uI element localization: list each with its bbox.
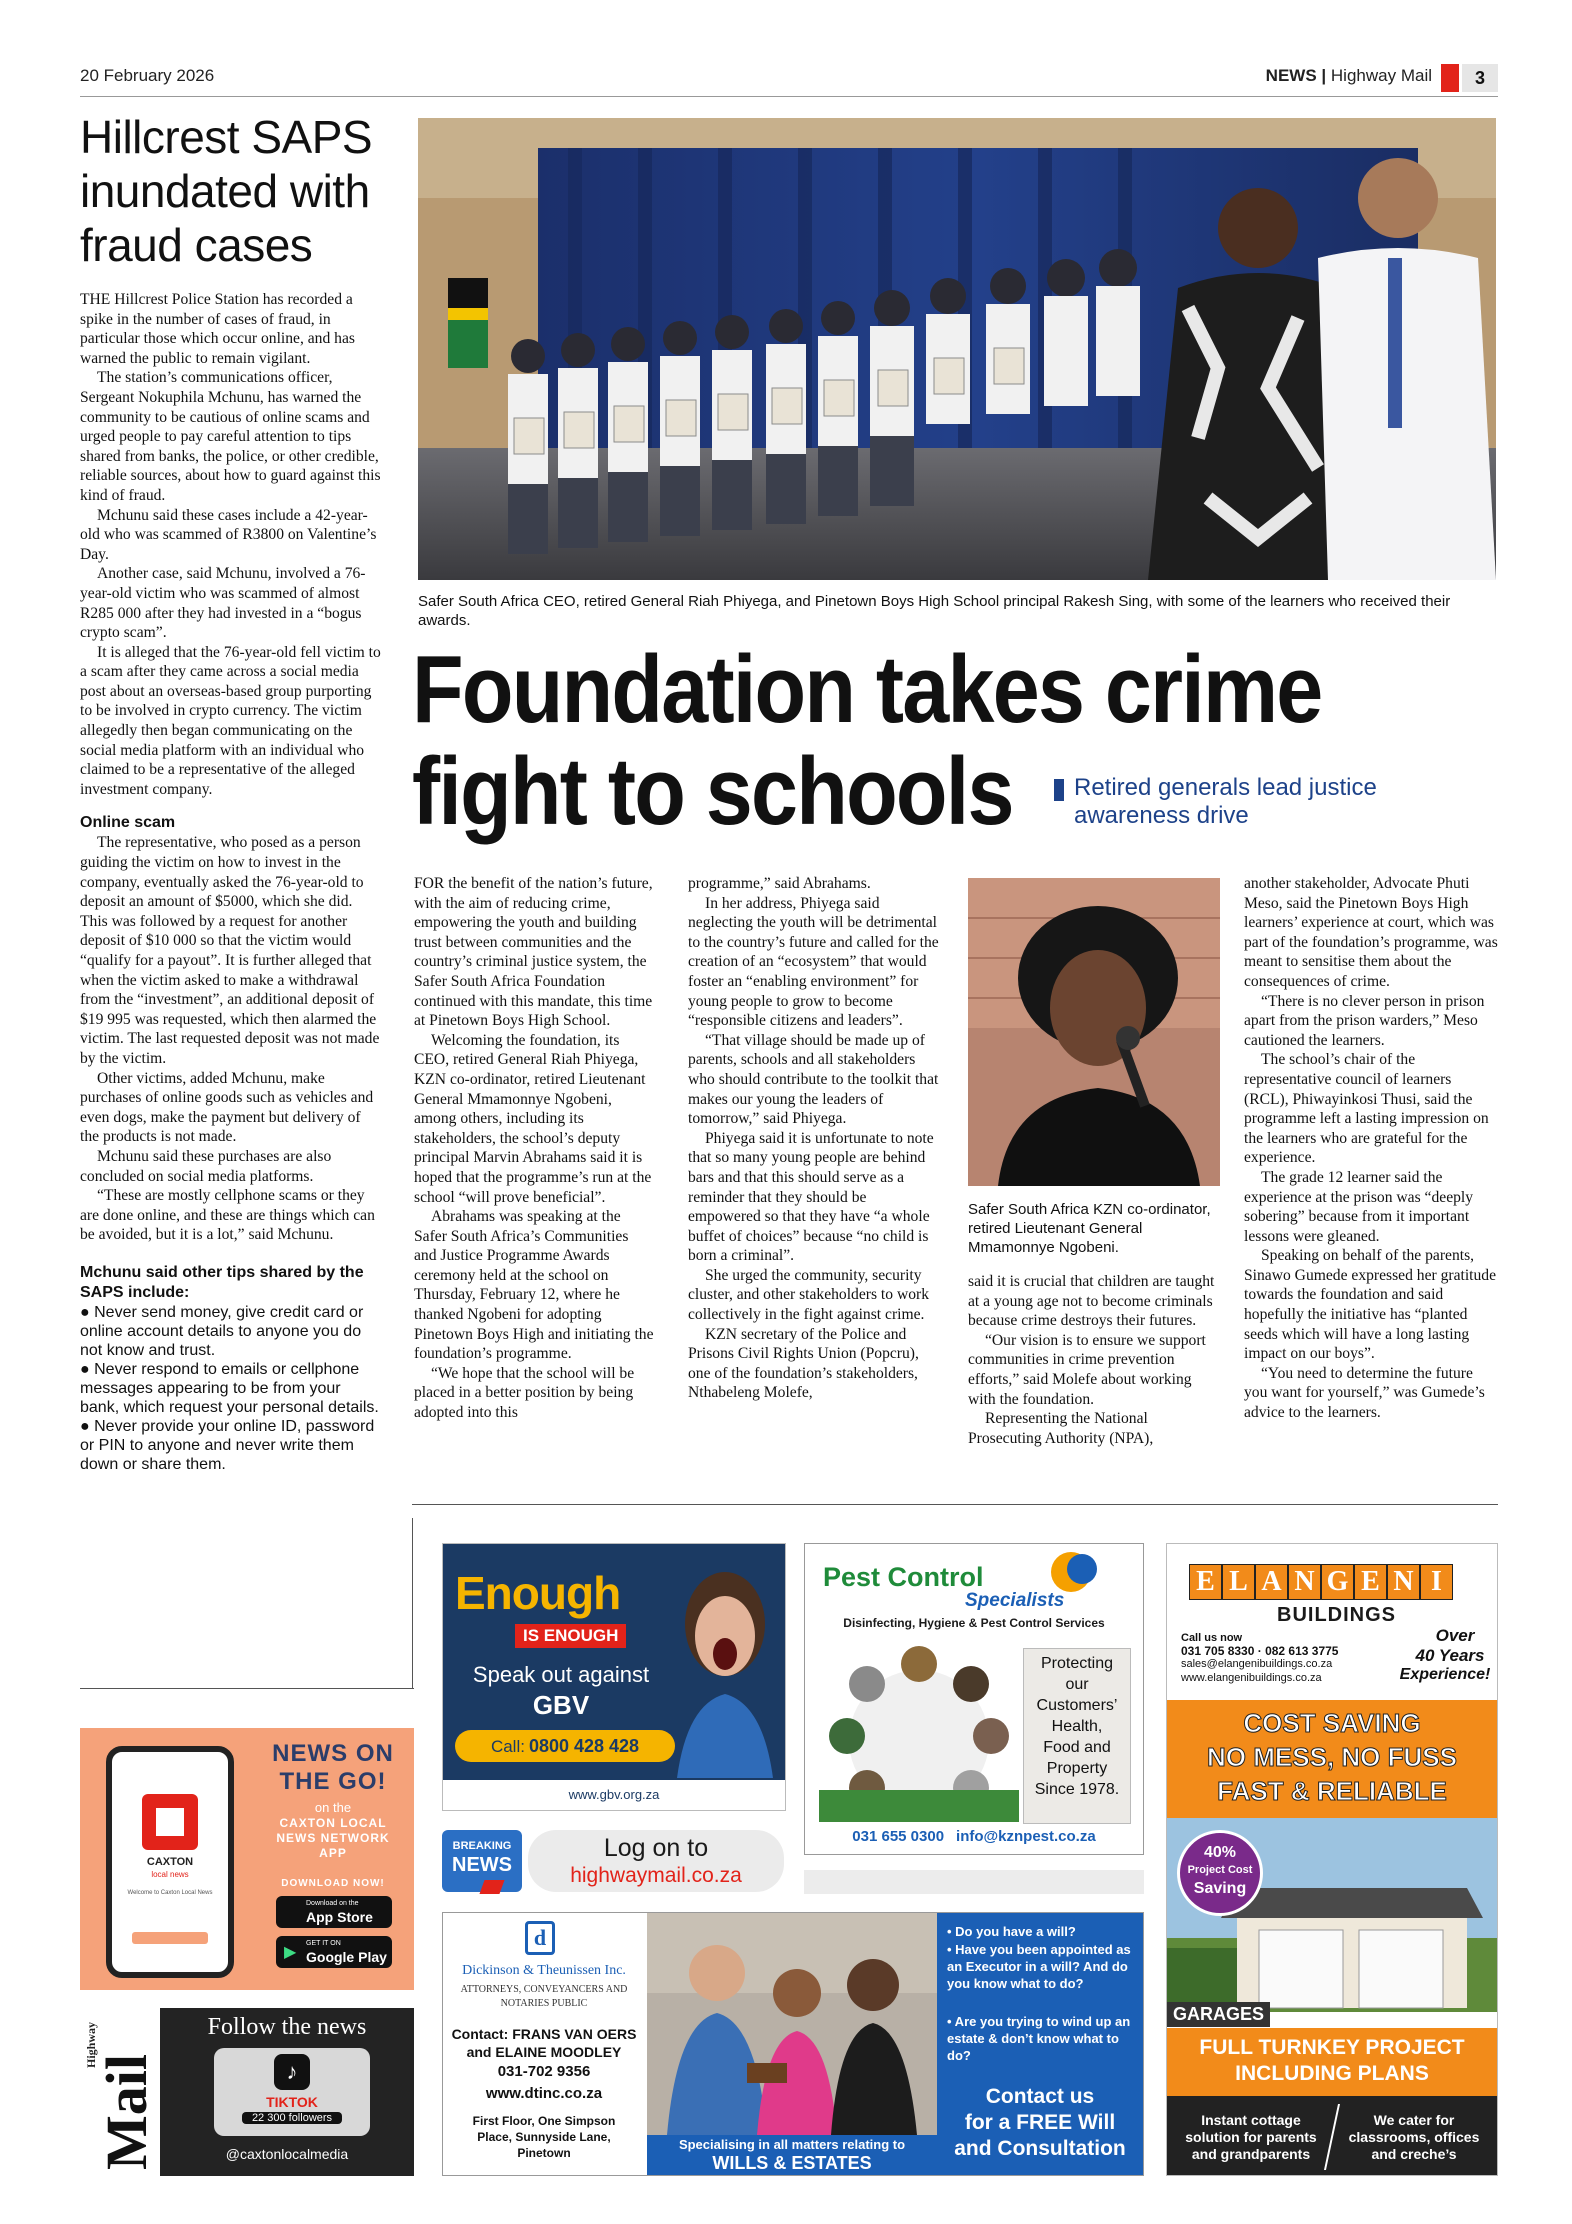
side-subhead: Online scam <box>80 814 176 832</box>
elangeni-over-1: Over <box>1435 1626 1475 1645</box>
portrait-caption: Safer South Africa KZN co-ordinator, retired Lieutenant General Mmamonnye Ngobeni. <box>968 1201 1211 1256</box>
main-col1-para-3: Abrahams was speaking at the Safer South Africa’s Communities and Justice Programme Awards ceremony held at the school on Thursday, February 12, where he thanked Ngobeni for adopting Pinetown Boys High and initiating the foundation’s programme. <box>414 1208 654 1363</box>
pest-email[interactable]: info@kznpest.co.za <box>956 1828 1096 1845</box>
phone-mockup <box>106 1746 234 1978</box>
pest-protect-5: Food and <box>1043 1739 1111 1756</box>
pest-protect-6: Property <box>1046 1760 1108 1777</box>
pest-collage-illustration <box>819 1640 1019 1822</box>
savings-badge-2: Project Cost <box>1187 1864 1253 1876</box>
caxton-app-ad[interactable] <box>80 1728 414 1990</box>
masthead-small: Highway <box>84 2021 98 2068</box>
main-col4-para-1: another stakeholder, Advocate Phuti Meso, said the Pinetown Boys High learners’ experience at court, which was part of the foundation’s programme, was meant to sensitise them about the consequences of crime. <box>1244 875 1498 990</box>
pest-protect-box <box>1023 1648 1131 1824</box>
elangeni-letter-3: A <box>1255 1564 1288 1600</box>
caxton-title-1: NEWS ON <box>272 1740 394 1767</box>
caxton-logo-inner <box>156 1808 184 1836</box>
elangeni-buildings: BUILDINGS <box>1277 1604 1396 1626</box>
dt-tagline: ATTORNEYS, CONVEYANCERS AND NOTARIES PUBLIC <box>460 1984 628 2009</box>
side-para-6: The representative, who posed as a person guiding the victim on how to invest in the company, eventually asked the 76-year-old to deposit an amount of $5000, which she did. This was followed by a request for another deposit of $10 000 so that the victim would “qualify for a payout”. It is further alleged that when the victim asked to make a withdrawal from the “investment”, an additional deposit of $19 995 was requested, which then alarmed the victim. The last requested deposit was not made by the victim. <box>80 834 380 1067</box>
savings-badge-1: 40% <box>1203 1844 1237 1861</box>
google-play-button[interactable] <box>276 1936 392 1968</box>
side-para-1: THE Hillcrest Police Station has recorded a spike in the number of cases of fraud, in particular those which occur online, and has warned the public to remain vigilant. <box>80 291 355 367</box>
elangeni-phones[interactable]: 031 705 8330 · 082 613 3775 <box>1181 1644 1339 1658</box>
pest-contact-bar <box>805 1828 1143 1852</box>
separator: | <box>1321 66 1327 85</box>
main-col2-para-2: In her address, Phiyega said neglecting the youth will be detrimental to the country’s future and called for the creation of an “ecosystem” that would foster an “enabling environment” for young people to grow to become “responsible citizens and leaders”. <box>688 894 939 1030</box>
caxton-logo-text: CAXTON <box>146 1856 194 1868</box>
strapline: Retired generals lead justice awareness drive <box>1074 774 1377 829</box>
awards-photo-illustration <box>418 118 1496 580</box>
caxton-network: CAXTON LOCAL NEWS NETWORK APP <box>276 1816 390 1860</box>
dt-question-1: • Do you have a will? <box>947 1924 1076 1939</box>
elangeni-over-3: Experience! <box>1399 1666 1491 1683</box>
side-para-4: Another case, said Mchunu, involved a 76-year-old victim who was scammed of almost R285 000 after they had invested in a “bogus crypto scam”. <box>80 565 366 642</box>
main-col3-para-1: said it is crucial that children are taught at a young age not to become criminals because crime destroys their futures. <box>968 1273 1215 1330</box>
elangeni-letter-8: I <box>1420 1564 1453 1600</box>
main-col2-para-4: Phiyega said it is unfortunate to note that so many young people are behind bars and that this should serve as a reminder that they should be empowered so that they have “a whole buffet of choices” because “no child is born a criminal”. <box>688 1129 934 1265</box>
page-number-box <box>1462 64 1498 92</box>
turnkey-2: INCLUDING PLANS <box>1235 2062 1429 2085</box>
side-para-9: “These are mostly cellphone scams or they are done online, and these are things which can be avoided, but it is a lot,” said Mchunu. <box>80 1187 375 1244</box>
play-icon: ▶ <box>284 1944 297 1961</box>
tip-1: ● Never send money, give credit card or online account details to anyone you do not know and trust. <box>80 1303 364 1359</box>
breaking-url[interactable]: highwaymail.co.za <box>570 1864 742 1887</box>
empty-ad-slot <box>804 1870 1144 1894</box>
portrait-photo <box>968 878 1220 1186</box>
dt-cta-3: and Consultation <box>954 2137 1126 2160</box>
dt-phone[interactable]: 031-702 9356 <box>497 2063 591 2080</box>
side-headline: Hillcrest SAPS inundated with fraud cases <box>80 111 373 271</box>
breaking-line-1: Log on to <box>603 1834 709 1862</box>
phone-button <box>132 1932 208 1944</box>
header-rule <box>80 96 1498 97</box>
side-story-body <box>80 290 382 1474</box>
pest-protect-4: Health, <box>1051 1718 1103 1735</box>
gbv-enough: Enough <box>455 1567 621 1619</box>
pest-services: Disinfecting, Hygiene & Pest Control Services <box>843 1616 1105 1630</box>
breaking-news-ad[interactable] <box>442 1826 786 1896</box>
elangeni-web[interactable]: www.elangenibuildings.co.za <box>1181 1672 1322 1684</box>
dt-cta-1: Contact us <box>985 2085 1095 2108</box>
elangeni-letter-row <box>1189 1564 1453 1600</box>
side-para-3: Mchunu said these cases include a 42-year-old who was scammed of R3800 on Valentine’s Day. <box>80 506 377 563</box>
gbv-url[interactable]: www.gbv.org.za <box>568 1787 660 1802</box>
woman-shouting-illustration <box>667 1554 777 1778</box>
gbv-call-box[interactable] <box>455 1730 675 1762</box>
google-play-small: GET IT ON <box>306 1940 341 1947</box>
app-store-button[interactable] <box>276 1896 392 1928</box>
attorneys-illustration <box>647 1913 937 2135</box>
tiktok-label: TIKTOK <box>266 2094 318 2110</box>
dt-web[interactable]: www.dtinc.co.za <box>485 2085 603 2102</box>
follow-title: Follow the news <box>207 2014 367 2040</box>
main-col-3 <box>968 1272 1220 1448</box>
side-column-rule <box>412 1518 413 1688</box>
caxton-download: DOWNLOAD NOW! <box>281 1878 385 1889</box>
elangeni-email[interactable]: sales@elangenibuildings.co.za <box>1181 1658 1333 1670</box>
tiktok-followers: 22 300 followers <box>242 2112 342 2124</box>
caxton-title-2: THE GO! <box>279 1768 387 1795</box>
elangeni-letter-4: N <box>1288 1564 1321 1600</box>
main-col-4 <box>1244 874 1498 1423</box>
main-headline-line-2: fight to schools <box>412 738 1013 845</box>
dt-specialising-2: WILLS & ESTATES <box>712 2153 872 2173</box>
dt-question-2: • Have you been appointed as an Executor in a will? And do you know what to do? <box>947 1942 1131 1991</box>
dt-cta-2: for a FREE Will <box>964 2111 1116 2134</box>
elangeni-call-now: Call us now <box>1181 1632 1243 1644</box>
apple-icon <box>284 1902 296 1920</box>
awards-photo <box>418 118 1496 580</box>
gbv-is-enough: IS ENOUGH <box>515 1624 626 1648</box>
tip-3: ● Never provide your online ID, password or PIN to anyone and never write them down or share them. <box>80 1417 375 1473</box>
pest-control-ad[interactable] <box>804 1543 1144 1855</box>
phone-welcome: Welcome to Caxton Local News <box>127 1890 213 1896</box>
dt-logo-icon: d <box>525 1921 555 1955</box>
app-store-small: Download on the <box>306 1900 359 1907</box>
tiktok-panel[interactable] <box>214 2048 370 2136</box>
running-head <box>1266 66 1432 86</box>
gbv-ad[interactable] <box>442 1543 786 1811</box>
dt-specialising-1: Specialising in all matters relating to <box>678 2137 906 2152</box>
pest-phone[interactable]: 031 655 0300 <box>852 1828 945 1845</box>
dt-firm-name: Dickinson & Theunissen Inc. <box>462 1963 626 1978</box>
follow-handle: @caxtonlocalmedia <box>225 2146 349 2162</box>
elangeni-fast: FAST & RELIABLE <box>1217 1776 1447 1806</box>
main-col3-para-2: “Our vision is to ensure we support communities in crime prevention efforts,” said Molefe about working with the foundation. <box>968 1331 1206 1408</box>
main-col-1 <box>414 874 654 1423</box>
main-col2-para-1: programme,” said Abrahams. <box>688 875 871 892</box>
main-headline-line-1: Foundation takes crime <box>412 636 1322 743</box>
elangeni-letter-1: E <box>1189 1564 1222 1600</box>
main-col2-para-3: “That village should be made up of parents, schools and all stakeholders who should contribute to the toolkit that makes our young the leaders of tomorrow,” said Phiyega. <box>688 1031 939 1128</box>
pest-title-2: Specialists <box>965 1590 1065 1611</box>
breaking-badge-line-2: NEWS <box>452 1854 512 1876</box>
elangeni-letter-7: N <box>1387 1564 1420 1600</box>
elangeni-bottom-left: Instant cottage solution for parents and grandparents <box>1185 2112 1317 2162</box>
side-para-8: Mchunu said these purchases are also concluded on social media platforms. <box>80 1147 332 1185</box>
gbv-call-number: 0800 428 428 <box>528 1736 640 1756</box>
main-col1-para-4: “We hope that the school will be placed in a better position by being adopted into this <box>414 1364 635 1422</box>
elangeni-cost-saving: COST SAVING <box>1243 1708 1421 1738</box>
main-col3-para-3: Representing the National Prosecuting Authority (NPA), <box>968 1410 1154 1447</box>
dickinson-theunissen-ad[interactable] <box>442 1912 1144 2176</box>
section-label: NEWS <box>1265 66 1317 85</box>
pest-protect-1: Protecting <box>1040 1655 1114 1672</box>
main-col4-para-6: “You need to determine the future you want for yourself,” was Gumede’s advice to the learners. <box>1244 1364 1485 1422</box>
main-col1-para-1: FOR the benefit of the nation’s future, with the aim of reducing crime, empowering the youth and building trust between communities and the country’s criminal justice system, the Safer South Africa Foundation continued with this mandate, this time at Pinetown Boys High School. <box>414 875 653 1030</box>
gbv-call-label: Call: <box>490 1737 525 1756</box>
main-col4-para-5: Speaking on behalf of the parents, Sinawo Gumede expressed her gratitude towards the foundation and said hopefully the initiative has “planted seeds which will have a long lasting impact on our boys”. <box>1244 1247 1497 1363</box>
pest-title-1: Pest Control <box>823 1562 984 1592</box>
dt-photo <box>647 1913 937 2135</box>
main-col-2 <box>688 874 943 1403</box>
tips-heading: Mchunu said other tips shared by the SAPS include: <box>80 1263 364 1301</box>
pest-logo-icon-2 <box>1067 1554 1097 1584</box>
pest-image-collage <box>819 1640 1019 1822</box>
breaking-badge-line-1: BREAKING <box>452 1840 512 1852</box>
gbv-speak: Speak out against <box>472 1662 650 1687</box>
gbv-woman-illustration <box>667 1554 777 1778</box>
dt-contact: Contact: FRANS VAN OERS and ELAINE MOODLEY <box>451 2026 637 2060</box>
photo-caption: Safer South Africa CEO, retired General Riah Phiyega, and Pinetown Boys High School principal Rakesh Sing, with some of the learners who received their awards. <box>418 593 1451 629</box>
elangeni-bottom-right: We cater for classrooms, offices and creche’s <box>1348 2112 1480 2162</box>
elangeni-buildings-ad[interactable] <box>1166 1543 1498 2176</box>
caxton-on-the: on the <box>314 1800 352 1815</box>
main-col1-para-2: Welcoming the foundation, its CEO, retired General Riah Phiyega, KZN co-ordinator, retired Lieutenant General Mmamonnye Ngobeni, among others, including its stakeholders, the school’s deputy principal Marvin Abrahams said it is hoped that the programme’s run at the school “will prove beneficial”. <box>414 1031 652 1206</box>
publication-name: Highway Mail <box>1330 66 1432 85</box>
side-story-end-rule <box>80 1688 414 1689</box>
elangeni-no-mess: NO MESS, NO FUSS <box>1207 1742 1457 1772</box>
tip-2: ● Never respond to emails or cellphone messages appearing to be from your bank, which request your personal details. <box>80 1360 379 1416</box>
main-col2-para-5: She urged the community, security cluster, and other stakeholders to work collectively in the fight against crime. <box>688 1266 930 1324</box>
app-store-label: App Store <box>306 1909 373 1925</box>
elangeni-over-2: 40 Years <box>1415 1646 1485 1665</box>
elangeni-letter-2: L <box>1222 1564 1255 1600</box>
savings-badge-3: Saving <box>1193 1880 1247 1897</box>
dt-address: First Floor, One Simpson Place, Sunnyside Lane, Pinetown <box>472 2114 616 2160</box>
page-number: 3 <box>1474 68 1485 88</box>
strapline-marker <box>1054 779 1064 801</box>
elangeni-letter-6: E <box>1354 1564 1387 1600</box>
page-date: 20 February 2026 <box>80 66 215 85</box>
masthead-big: Mail <box>94 2054 159 2170</box>
side-para-7: Other victims, added Mchunu, make purchases of online goods such as vehicles and even dogs, make the payment but delivery of the products is not made. <box>80 1069 374 1146</box>
main-col4-para-2: “There is no clever person in prison apart from the prison warders,” Meso cautioned the learners. <box>1244 992 1485 1049</box>
dt-question-3: • Are you trying to wind up an estate & don’t know what to do? <box>947 2014 1131 2063</box>
pest-protect-2: our <box>1065 1676 1089 1693</box>
garages-label: GARAGES <box>1167 2002 1270 2027</box>
caxton-logo-sub: local news <box>151 1870 189 1879</box>
pest-protect-7: Since 1978. <box>1034 1781 1120 1798</box>
side-para-5: It is alleged that the 76-year-old fell victim to a scam after they came across a social media post about an overseas-based group purporting to be involved in crypto currency. The victim allegedly then began communicating on the social media platform with an individual who claimed to be a representative of the alleged investment company. <box>80 643 381 798</box>
google-play-label: Google Play <box>306 1949 387 1965</box>
gbv-label: GBV <box>532 1690 590 1720</box>
accent-block <box>1441 64 1459 92</box>
side-para-2: The station’s communications officer, Sergeant Nokuphila Mchunu, has warned the community to be cautious of online scams and urged people to pay careful attention to tips shared from banks, the police, or other credible, reliable sources, about how to guard against this kind of fraud. <box>80 369 381 504</box>
follow-news-ad[interactable] <box>80 2008 414 2176</box>
portrait-illustration <box>968 878 1220 1186</box>
main-col2-para-6: KZN secretary of the Police and Prisons Civil Rights Union (Popcru), one of the foundation’s stakeholders, Nthabeleng Molefe, <box>688 1325 919 1402</box>
pest-protect-3: Customers’ <box>1036 1697 1118 1714</box>
main-col4-para-4: The grade 12 learner said the experience at the prison was “deeply sobering” because from it important lessons were gleaned. <box>1244 1168 1474 1245</box>
main-story-end-rule <box>412 1504 1498 1505</box>
tiktok-icon: ♪ <box>274 2054 310 2090</box>
main-col4-para-3: The school’s chair of the representative council of learners (RCL), Phiwayinkosi Thusi, said the programme left a lasting impression on the learners who are grateful for the experience. <box>1244 1051 1489 1167</box>
elangeni-letter-5: G <box>1321 1564 1354 1600</box>
turnkey-1: FULL TURNKEY PROJECT <box>1199 2036 1465 2059</box>
